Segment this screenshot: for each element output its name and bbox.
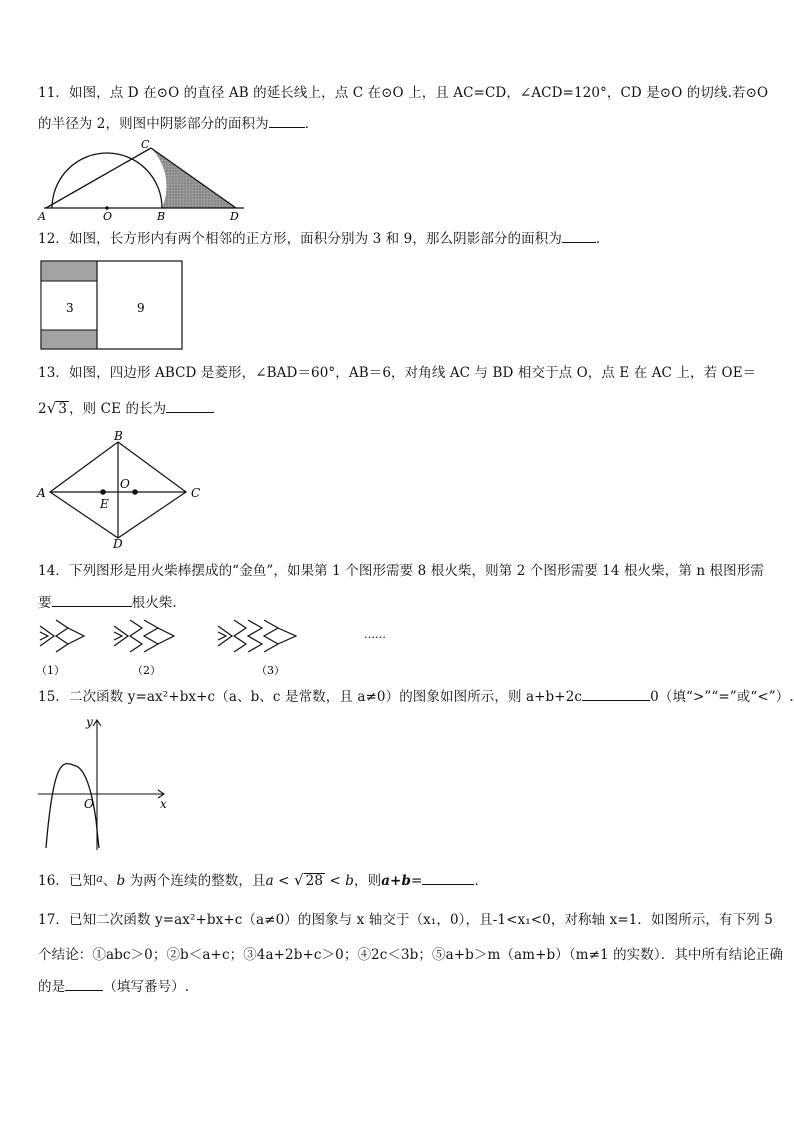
q15-label-y: y [86,715,93,729]
q13-label-d: D [113,537,123,550]
q14-fish-3 [218,620,296,652]
q17-answer-blank[interactable] [65,978,103,991]
q13-label-b: B [114,430,123,443]
q13-point-e [100,489,106,495]
q13-label-a: A [37,486,46,500]
q11-figure [34,134,249,224]
q14-caption-3: （3） [256,664,285,677]
q11-line-ac [46,148,151,208]
q15-line1: 15．二次函数 y=ax²+bx+c（a、b、c 是常数，且 a≠0）的图象如图所示，则 a+b+2c 0（填“>”“=”或“<”）. [38,689,794,705]
q12-label-9: 9 [137,301,145,315]
q14-answer-blank[interactable] [52,594,132,607]
q17-line1: 17．已知二次函数 y=ax²+bx+c（a≠0）的图象与 x 轴交于（x₁，0），且-1<x₁<0，对称轴 x=1．如图所示，有下列 5 [38,912,773,928]
q14-caption-1: （1） [36,664,65,677]
q13-answer-blank[interactable] [166,400,214,413]
q17-line2: 个结论：①abc＞0；②b＜a+c；③4a+2b+c＞0；④2c＜3b；⑤a+b＞m（am+b）（m≠1 的实数）．其中所有结论正确 [38,947,784,963]
q13-figure [34,430,209,550]
q12-answer-blank[interactable] [562,230,596,243]
q14-ellipsis: …… [364,628,386,641]
q14-fish-1 [40,620,84,652]
q11-semicircle [52,153,162,208]
q12-shaded-top [41,261,97,281]
q15-label-x: x [160,797,167,811]
q11-answer-blank[interactable] [269,115,305,128]
q11-label-o: O [103,210,113,223]
q13-line1: 13．如图，四边形 ABCD 是菱形，∠BAD＝60°，AB＝6，对角线 AC 与 BD 相交于点 O，点 E 在 AC 上，若 OE＝ [38,365,757,381]
q11-line1: 11．如图，点 D 在⊙O 的直径 AB 的延长线上，点 C 在⊙O 上，且 AC=CD，∠ACD=120°，CD 是⊙O 的切线.若⊙O [38,85,769,101]
q14-line2: 要 根火柴. [38,595,177,611]
q14-fish-2 [114,620,174,652]
q15-label-o: O [84,797,94,811]
q11-line2: 的半径为 2，则图中阴影部分的面积为 ． [38,116,319,132]
q11-label-c: C [141,138,150,151]
q12-line1: 12．如图，长方形内有两个相邻的正方形，面积分别为 3 和 9，那么阴影部分的面积为 ． [38,231,610,247]
q14-line1: 14．下列图形是用火柴棒摆成的“金鱼”，如果第 1 个图形需要 8 根火柴，则第 2 个图形需要 14 根火柴，第 n 根图形需 [38,563,764,579]
q11-label-b: B [157,210,166,223]
q14-figure [34,618,414,680]
q12-figure [40,260,185,352]
q12-shaded-bottom [41,330,97,349]
q13-point-o [132,489,138,495]
q16-line1: 16．已知$^a$、b 为两个连续的整数，且a < √ 28 < b，则a+b= ． [38,871,489,889]
q15-figure [34,712,174,852]
q11-label-d: D [230,210,239,223]
q13-label-c: C [191,486,201,500]
q17-line3: 的是 （填写番号）. [38,979,190,995]
q13-label-o: O [120,477,130,491]
q14-caption-2: （2） [132,664,161,677]
q15-answer-blank[interactable] [582,688,650,701]
q12-label-3: 3 [66,301,74,315]
q16-answer-blank[interactable] [422,872,474,885]
q13-label-e: E [100,497,109,511]
q13-line2: 2√ 3 ，则 CE 的长为 [38,399,214,418]
q11-label-a: A [38,210,46,223]
